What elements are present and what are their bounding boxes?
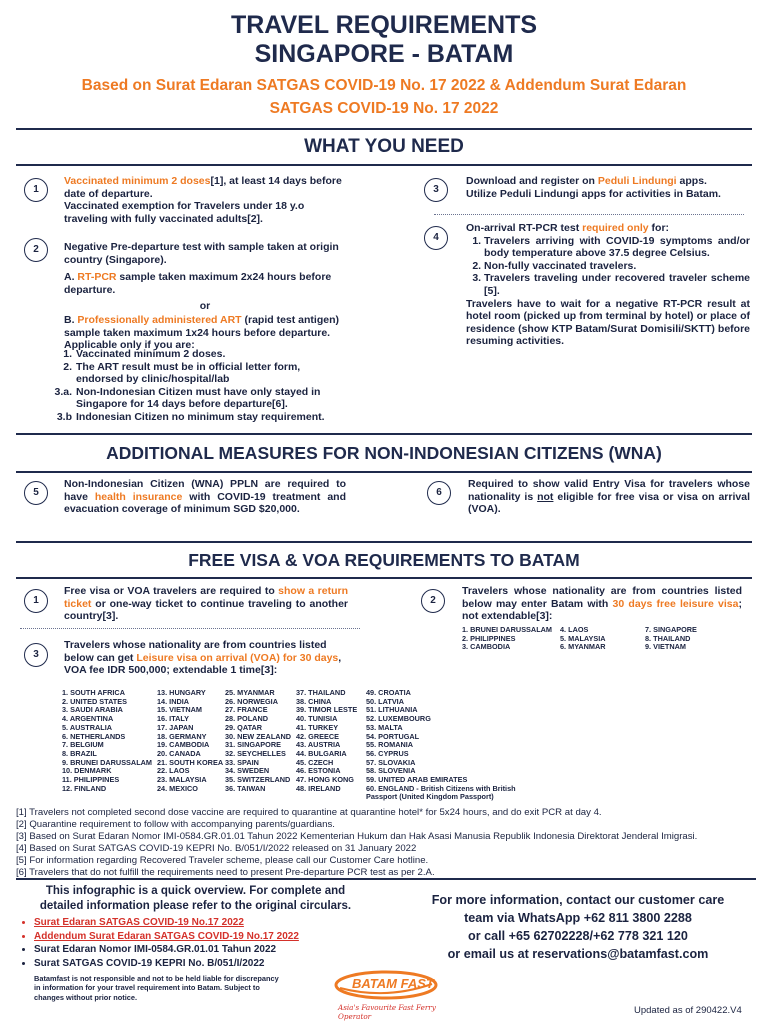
country-item: 27. FRANCE — [225, 705, 268, 715]
country-item: 6. NETHERLANDS — [62, 731, 126, 741]
country-item: 57. SLOVAKIA — [366, 757, 416, 767]
voa-countries-col2 — [157, 689, 229, 793]
free-visa-text: Travelers whose nationality are from countries listed below may enter Batam with — [462, 585, 742, 610]
country-item: 7. BELGIUM — [62, 740, 104, 750]
pre-departure-intro: Negative Pre-departure test with sample taken at origin country (Singapore). — [64, 241, 339, 266]
free-visa-countries-col1 — [462, 626, 562, 652]
option-a-prefix: A. — [64, 271, 78, 284]
step-number-badge: 6 — [427, 481, 451, 505]
step-number-badge: 2 — [24, 238, 48, 262]
circular-link-satgas[interactable]: Surat Edaran SATGAS COVID-19 No.17 2022 — [34, 917, 244, 928]
voa-text-end: , VOA fee IDR 500,000; extendable 1 time[3]: — [64, 651, 342, 677]
country-item: 49. CROATIA — [366, 688, 411, 697]
art-conditions-list — [52, 348, 348, 424]
country-item: 58. SLOVENIA — [366, 766, 416, 776]
country-item: 18. GERMANY — [157, 731, 207, 741]
overview-line2: detailed information please refer to the original circulars. — [39, 900, 352, 912]
country-item: 16. ITALY — [157, 714, 190, 724]
country-item: 2. UNITED STATES — [62, 696, 128, 706]
footer-divider — [16, 878, 756, 880]
page-subtitle-line2: SATGAS COVID-19 No. 17 2022 — [269, 100, 499, 117]
section-what-you-need-heading: WHAT YOU NEED — [16, 128, 752, 166]
list-number: 2. — [63, 360, 72, 373]
voa-highlight: Leisure visa on arrival (VOA) for 30 days — [136, 651, 339, 664]
country-item: 31. SINGAPORE — [225, 740, 281, 750]
country-item: 20. CANADA — [157, 748, 201, 758]
list-item: Non-Indonesian Citizen must have only stayed in Singapore for 14 days before departure[6]. — [76, 385, 321, 411]
country-item: 1. SOUTH AFRICA — [62, 688, 125, 697]
peduli-text-end: apps. — [676, 175, 707, 187]
country-item: 42. GREECE — [296, 731, 339, 741]
country-item: 53. MALTA — [366, 722, 403, 732]
arrival-condition-item: 1. Travelers arriving with COVID-19 symptoms and/or body temperature above 37.5 degree Celsius. — [484, 235, 750, 260]
country-item: 56. CYPRUS — [366, 748, 409, 758]
option-b-prefix: B. — [64, 313, 78, 326]
country-item: 33. SPAIN — [225, 757, 259, 767]
country-item: 32. SEYCHELLES — [225, 748, 286, 758]
arrival-test-text: On-arrival RT-PCR test — [466, 222, 583, 234]
country-item: 35. SWITZERLAND — [225, 775, 291, 785]
return-ticket-text-end: or one-way ticket to continue traveling to another country[3]. — [64, 597, 348, 623]
contact-line1: For more information, contact our customer care — [431, 893, 725, 907]
list-item: Vaccinated minimum 2 doses. — [76, 348, 226, 360]
requirement-health-insurance — [64, 478, 346, 516]
logo-text: BATAM FAST — [352, 976, 434, 991]
return-ticket-text: Free visa or VOA travelers are required to — [64, 585, 279, 597]
country-item: 5. MALAYSIA — [560, 633, 606, 643]
peduli-usage: Utilize Peduli Lindungi apps for activities in Batam. — [466, 187, 721, 200]
circular-reference-imigrasi: • Surat Edaran Nomor IMI-0584.GR.01.01 Tahun 2022 — [34, 943, 373, 957]
contact-email: or email us at reservations@batamfast.com — [447, 947, 709, 961]
country-item: 24. MEXICO — [157, 783, 198, 793]
divider — [20, 628, 360, 629]
or-separator: or — [199, 300, 211, 313]
country-item: 23. MALAYSIA — [157, 775, 207, 785]
free-visa-text-end: ; not extendable[3]: — [462, 597, 742, 623]
country-item: 9. BRUNEI DARUSSALAM — [62, 757, 152, 767]
country-item: 36. TAIWAN — [225, 783, 266, 793]
free-visa-countries-col2 — [560, 626, 640, 652]
country-item: 41. TURKEY — [296, 722, 339, 732]
country-item: 25. MYANMAR — [225, 688, 275, 697]
visa-text-end: eligible for free visa or visa on arrival (VOA). — [468, 490, 750, 516]
country-item: 43. AUSTRIA — [296, 740, 341, 750]
country-item: 11. PHILIPPINES — [62, 775, 120, 785]
not-underlined: not — [537, 490, 554, 503]
country-item: 21. SOUTH KOREA — [157, 757, 224, 767]
page-title-line2: SINGAPORE - BATAM — [254, 40, 514, 68]
health-insurance-highlight: health insurance — [94, 490, 183, 503]
country-item: 29. QATAR — [225, 722, 263, 732]
country-item: 59. UNITED ARAB EMIRATES — [366, 775, 468, 785]
footnotes — [16, 807, 756, 878]
overview-block — [18, 884, 373, 970]
country-item: 8. BRAZIL — [62, 748, 97, 758]
footnote: [1] Travelers not completed second dose vaccine are required to quarantine at quarantine hotel* for 5x24 hours, and do exit PCR at day 4. — [16, 807, 602, 818]
overview-line1: This infographic is a quick overview. For complete and — [45, 885, 346, 897]
country-item: 12. FINLAND — [62, 783, 107, 793]
country-item: 2. PHILIPPINES — [462, 633, 516, 643]
country-item: 5. AUSTRALIA — [62, 722, 112, 732]
step-number-badge: 1 — [24, 589, 48, 613]
section-wna-heading: ADDITIONAL MEASURES FOR NON-INDONESIAN CITIZENS (WNA) — [16, 433, 752, 473]
list-item: Indonesian Citizen no minimum stay requirement. — [76, 410, 325, 423]
footnote: [2] Quarantine requirement to follow with accompanying parents/guardians. — [16, 818, 335, 830]
country-item: 37. THAILAND — [296, 688, 346, 697]
country-item: 38. CHINA — [296, 696, 332, 706]
art-highlight: Professionally administered ART — [77, 313, 242, 326]
country-item: 45. CZECH — [296, 757, 334, 767]
requirement-return-ticket — [64, 585, 348, 623]
requirement-entry-visa — [468, 478, 750, 516]
vaccination-exemption: Vaccinated exemption for Travelers under 18 y.o traveling with fully vaccinated adults[2]. — [64, 200, 305, 225]
footnote: [4] Based on Surat SATGAS COVID-19 KEPRI No. B/051/I/2022 released on 31 January 2022 — [16, 842, 417, 854]
contact-block — [392, 891, 764, 963]
list-number: 3.b — [56, 410, 72, 423]
vaccination-highlight: Vaccinated minimum 2 doses — [64, 175, 211, 187]
requirement-peduli-lindungi — [466, 175, 756, 200]
requirement-free-leisure-visa — [462, 585, 742, 623]
step-number-badge: 1 — [24, 178, 48, 202]
country-item: 10. DENMARK — [62, 766, 112, 776]
country-item: 1. BRUNEI DARUSSALAM — [462, 625, 552, 634]
required-only-highlight: required only — [582, 222, 649, 234]
contact-phone: or call +65 62702228/+62 778 321 120 — [468, 929, 688, 943]
country-item: 3. SAUDI ARABIA — [62, 705, 123, 715]
insurance-text-end: with COVID-19 treatment and evacuation coverage of minimum SGD $20,000. — [64, 490, 347, 516]
circular-link-addendum[interactable]: Addendum Surat Edaran SATGAS COVID-19 No.17 2022 — [34, 930, 299, 942]
step-number-badge: 2 — [421, 589, 445, 613]
step-number-badge: 3 — [24, 643, 48, 667]
option-b-text: (rapid test antigen) sample taken maximum 1x24 hours before departure. Applicable only if you are: — [64, 313, 340, 352]
return-ticket-highlight: show a return ticket — [64, 585, 348, 610]
requirement-vaccination — [64, 175, 346, 225]
free-visa-countries-col3 — [645, 626, 735, 652]
country-item: 50. LATVIA — [366, 696, 404, 706]
divider — [434, 214, 744, 215]
requirement-pre-departure-test — [64, 241, 346, 352]
country-item: 6. MYANMAR — [560, 642, 606, 652]
step-number-badge: 5 — [24, 481, 48, 505]
requirement-on-arrival-test — [466, 222, 750, 348]
country-item: 8. THAILAND — [645, 633, 691, 643]
country-item: 4. ARGENTINA — [62, 714, 114, 724]
country-item: 28. POLAND — [225, 714, 268, 724]
country-item: 51. LITHUANIA — [366, 705, 418, 715]
country-item: 9. VIETNAM — [645, 642, 686, 652]
visa-text: Required to show valid Entry Visa for travelers whose nationality is — [468, 478, 750, 503]
footnote: [6] Travelers that do not fulfill the requirements need to present Pre-departure PCR test as per 2.A. — [16, 866, 435, 878]
logo-tagline: Asia's Favourite Fast Ferry Operator — [338, 1003, 436, 1021]
country-item: 54. PORTUGAL — [366, 731, 420, 741]
disclaimer: Batamfast is not responsible and not to be held liable for discrepancy in information for your travel requirement into Batam. Subject to changes without prior notice. — [34, 974, 279, 1002]
voa-countries-col1 — [62, 689, 158, 793]
arrival-test-text-end: for: — [648, 222, 670, 234]
country-item: 60. ENGLAND - British Citizens with British Passport (United Kingdom Passport) — [366, 783, 516, 802]
peduli-lindungi-highlight: Peduli Lindungi — [597, 175, 677, 187]
country-item: 47. HONG KONG — [296, 775, 354, 785]
vaccination-text: [1], at least 14 days before date of departure. — [64, 175, 342, 200]
country-item: 7. SINGAPORE — [645, 625, 697, 634]
page-subtitle-line1: Based on Surat Edaran SATGAS COVID-19 No. 17 2022 & Addendum Surat Edaran — [81, 77, 687, 94]
country-item: 15. VIETNAM — [157, 705, 203, 715]
country-item: 22. LAOS — [157, 766, 190, 776]
free-visa-highlight: 30 days free leisure visa — [612, 597, 739, 610]
country-item: 19. CAMBODIA — [157, 740, 210, 750]
country-item: 4. LAOS — [560, 625, 589, 634]
step-number-badge: 4 — [424, 226, 448, 250]
rt-pcr-highlight: RT-PCR — [77, 271, 117, 284]
insurance-text: Non-Indonesian Citizen (WNA) PPLN are required to have — [64, 478, 346, 503]
country-item: 3. CAMBODIA — [462, 642, 511, 652]
option-a-text: sample taken maximum 2x24 hours before departure. — [64, 271, 332, 296]
country-item: 40. TUNISIA — [296, 714, 338, 724]
country-item: 13. HUNGARY — [157, 688, 206, 697]
voa-countries-col4 — [296, 689, 368, 793]
arrival-condition-item: 3. Travelers traveling under recovered traveler scheme [5]. — [484, 272, 750, 297]
country-item: 39. TIMOR LESTE — [296, 705, 358, 715]
contact-whatsapp: team via WhatsApp +62 811 3800 2288 — [464, 911, 692, 925]
updated-date: Updated as of 290422.V4 — [634, 1005, 742, 1016]
country-item: 26. NORWEGIA — [225, 696, 278, 706]
peduli-text: Download and register on — [466, 175, 598, 187]
voa-text: Travelers whose nationality are from countries listed below can get — [64, 639, 327, 664]
step-number-badge: 3 — [424, 178, 448, 202]
list-number: 1. — [63, 348, 72, 360]
arrival-wait-instructions: Travelers have to wait for a negative RT-PCR result at hotel room (picked up from terminal by hotel) or place of residence (show KTP Batam/Surat Domisili/SKTT) before resuming activities. — [466, 297, 750, 348]
voa-countries-col3 — [225, 689, 297, 793]
country-item: 30. NEW ZEALAND — [225, 731, 292, 741]
page-title-line1: TRAVEL REQUIREMENTS — [230, 11, 538, 39]
country-item: 17. JAPAN — [157, 722, 194, 732]
country-item: 48. IRELAND — [296, 783, 341, 793]
country-item: 44. BULGARIA — [296, 748, 347, 758]
country-item: 46. ESTONIA — [296, 766, 341, 776]
footnote: [3] Based on Surat Edaran Nomor IMI-0584.GR.01.01 Tahun 2022 Kementerian Hukum dan Hak Asasi Manusia Republik Indonesia Direktorat Jenderal Imigrasi. — [16, 830, 698, 842]
list-number: 3.a. — [54, 385, 72, 398]
footnote: [5] For information regarding Recovered Traveler scheme, please call our Customer Care hotline. — [16, 854, 429, 866]
requirement-voa — [64, 639, 350, 677]
arrival-condition-item: 2. Non-fully vaccinated travelers. — [484, 260, 750, 273]
list-item: The ART result must be in official letter form, endorsed by clinic/hospital/lab — [76, 360, 301, 386]
section-free-visa-heading: FREE VISA & VOA REQUIREMENTS TO BATAM — [16, 541, 752, 579]
country-item: 34. SWEDEN — [225, 766, 270, 776]
country-item: 55. ROMANIA — [366, 740, 414, 750]
country-item: 52. LUXEMBOURG — [366, 714, 431, 724]
batamfast-logo — [334, 970, 438, 1000]
country-item: 14. INDIA — [157, 696, 190, 706]
circular-reference-kepri: • Surat SATGAS COVID-19 KEPRI No. B/051/I/2022 — [34, 957, 373, 971]
voa-countries-col5 — [366, 689, 536, 802]
